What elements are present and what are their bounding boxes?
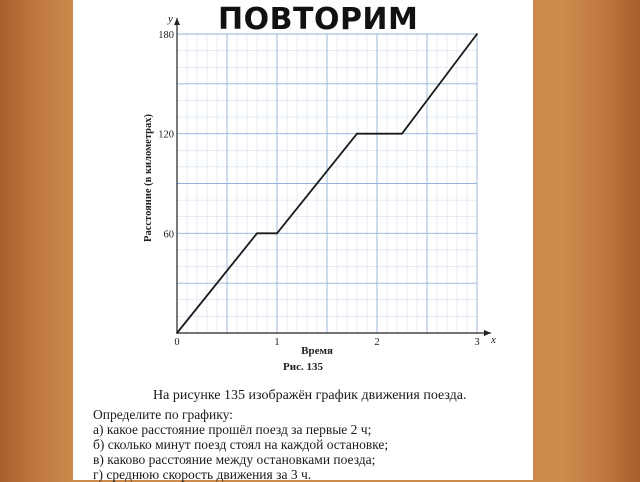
question-item: а) какое расстояние прошёл поезд за первые 2 ч; [93,422,372,437]
y-tick-label: 180 [158,30,174,41]
problem-prompt: Определите по графику: [93,407,233,422]
y-axis-arrow [174,18,180,25]
tick-labels [158,30,479,348]
figure-caption: Рис. 135 [283,361,323,373]
y-axis-label: Расстояние (в километрах) [143,114,154,242]
data-point [476,33,478,35]
y-axis-letter: y [168,13,173,25]
x-tick-label: 0 [174,337,180,348]
train-motion-chart [73,0,533,380]
slide-title: ПОВТОРИМ [218,2,419,37]
x-tick-label: 2 [374,337,380,348]
data-point [256,232,258,234]
axes [174,18,491,336]
x-axis-arrow [484,330,491,336]
question-item: в) каково расстояние между остановками поезда; [93,452,376,467]
data-point [401,133,403,135]
x-axis-label: Время [301,345,333,357]
data-point [176,332,178,334]
y-tick-label: 60 [163,229,174,241]
x-tick-label: 1 [274,337,280,348]
grid-major [177,34,477,333]
data-point [356,133,358,135]
x-tick-label: 3 [474,337,480,348]
question-list [93,422,513,482]
problem-text [93,388,513,482]
y-tick-label: 120 [158,129,174,141]
data-point [276,232,278,234]
question-item: б) сколько минут поезд стоял на каждой остановке; [93,437,389,452]
question-item: г) среднюю скорость движения за 3 ч. [93,467,312,482]
x-axis-letter: x [491,334,496,346]
problem-intro: На рисунке 135 изображён график движения поезда. [153,388,467,403]
